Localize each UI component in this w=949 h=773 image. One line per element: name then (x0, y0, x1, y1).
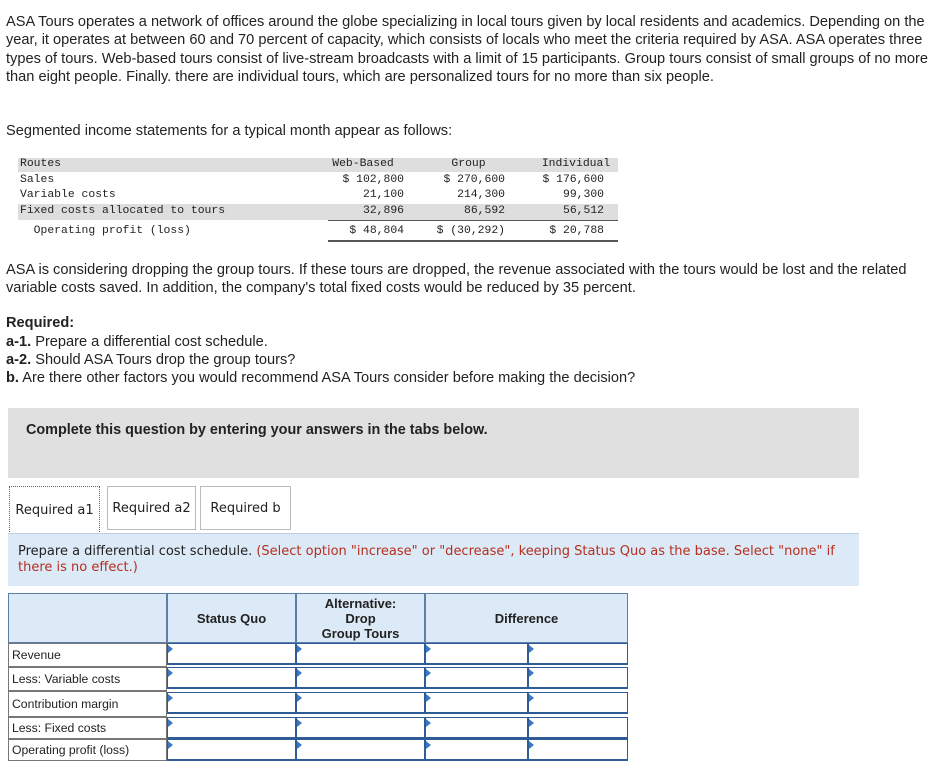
status-quo-input[interactable] (167, 717, 296, 739)
considering-text: ASA is considering dropping the group tours. If these tours are dropped, the revenue associated with the tours would be lost and the related variable costs saved. In addition, the company's total fixed costs would be reduced by 35 percent. (6, 262, 907, 297)
row-label: Variable costs (20, 189, 116, 201)
statement-total-row (18, 225, 618, 240)
header-individual: Individual (541, 158, 611, 170)
difference-direction-select[interactable] (528, 692, 628, 714)
difference-amount-input[interactable] (425, 739, 528, 761)
individual-value: 99,300 (562, 189, 604, 201)
header-status-quo: Status Quo (167, 593, 296, 643)
status-quo-input[interactable] (167, 643, 296, 665)
statement-row (18, 205, 618, 220)
header-group: Group (451, 158, 486, 170)
group-value: $ (30,292) (436, 225, 505, 237)
header-routes: Routes (20, 158, 62, 170)
alternative-input[interactable] (296, 667, 425, 689)
statement-header-row (18, 158, 618, 173)
group-value: 86,592 (463, 205, 505, 217)
required-item-a1 (6, 334, 268, 350)
web-value: 21,100 (362, 189, 404, 201)
difference-amount-input[interactable] (425, 717, 528, 739)
web-value: 32,896 (362, 205, 404, 217)
instruction-text (18, 544, 848, 576)
status-quo-input[interactable] (167, 667, 296, 689)
group-value: $ 270,600 (443, 174, 505, 186)
required-tag: a-2. (6, 352, 32, 368)
row-revenue: Revenue (8, 643, 167, 667)
total-double-rule (328, 240, 618, 242)
alt-line-3: Group Tours (321, 625, 400, 641)
subtotal-rule (328, 220, 618, 221)
web-value: $ 48,804 (349, 225, 404, 237)
individual-value: $ 176,600 (542, 174, 604, 186)
statement-row (18, 174, 618, 189)
difference-amount-input[interactable] (425, 643, 528, 665)
alternative-input[interactable] (296, 692, 425, 714)
individual-value: 56,512 (562, 205, 604, 217)
required-item-b (6, 370, 635, 386)
alt-line-1: Alternative: (324, 595, 397, 611)
row-operating-profit: Operating profit (loss) (8, 739, 167, 761)
instruction-note: (Select option "increase" or "decrease", keeping Status Quo as the base. Select "none" if there is no effect.) (18, 544, 835, 575)
instructions-panel (8, 408, 859, 478)
complete-prompt: Complete this question by entering your answers in the tabs below. (26, 422, 488, 438)
row-contribution-margin: Contribution margin (8, 691, 167, 717)
header-blank (8, 593, 167, 643)
tab-required-a1[interactable]: Required a1 (9, 486, 100, 534)
required-item-a2 (6, 352, 295, 368)
group-value: 214,300 (457, 189, 505, 201)
row-label: Fixed costs allocated to tours (20, 205, 226, 217)
differential-cost-schedule (8, 593, 628, 761)
difference-direction-select[interactable] (528, 717, 628, 739)
individual-value: $ 20,788 (549, 225, 604, 237)
required-title: Required: (6, 315, 75, 331)
row-label: Operating profit (loss) (20, 225, 191, 237)
tab-required-a2[interactable]: Required a2 (107, 486, 196, 530)
alternative-input[interactable] (296, 717, 425, 739)
difference-direction-select[interactable] (528, 739, 628, 761)
header-difference: Difference (425, 593, 628, 643)
row-fixed-costs: Less: Fixed costs (8, 717, 167, 739)
instruction-main: Prepare a differential cost schedule. (18, 544, 253, 559)
tab-required-b[interactable]: Required b (200, 486, 291, 530)
alt-line-2: Drop (345, 610, 376, 626)
required-text: Should ASA Tours drop the group tours? (31, 352, 296, 368)
alternative-input[interactable] (296, 643, 425, 665)
header-alternative (296, 593, 425, 643)
header-web: Web-Based (332, 158, 394, 170)
status-quo-input[interactable] (167, 692, 296, 714)
required-tag: b. (6, 370, 19, 386)
required-text: Prepare a differential cost schedule. (31, 334, 268, 350)
row-variable-costs: Less: Variable costs (8, 667, 167, 691)
statement-row (18, 189, 618, 204)
required-tag: a-1. (6, 334, 32, 350)
required-text: Are there other factors you would recommend ASA Tours consider before making the decision? (18, 370, 636, 386)
problem-intro: ASA Tours operates a network of offices around the globe specializing in local tours given by local residents and academics. Depending on the year, it operates at between 60 and 70 percent of capacity, which consists of locals who meet the criteria required by ASA. ASA operates three types of tours. Web-based tours consist of live-stream broadcasts with a limit of 15 participants. Group tours consist of small groups of no more than eight people. Finally. there are individual tours, which are personalized tours for no more than six people. (6, 14, 928, 85)
alternative-input[interactable] (296, 739, 425, 761)
difference-direction-select[interactable] (528, 643, 628, 665)
row-label: Sales (20, 174, 55, 186)
web-value: $ 102,800 (342, 174, 404, 186)
segmented-intro: Segmented income statements for a typical month appear as follows: (6, 123, 453, 139)
segmented-income-statement (18, 158, 618, 244)
status-quo-input[interactable] (167, 739, 296, 761)
difference-amount-input[interactable] (425, 692, 528, 714)
schedule-instruction (8, 533, 859, 586)
difference-amount-input[interactable] (425, 667, 528, 689)
difference-direction-select[interactable] (528, 667, 628, 689)
